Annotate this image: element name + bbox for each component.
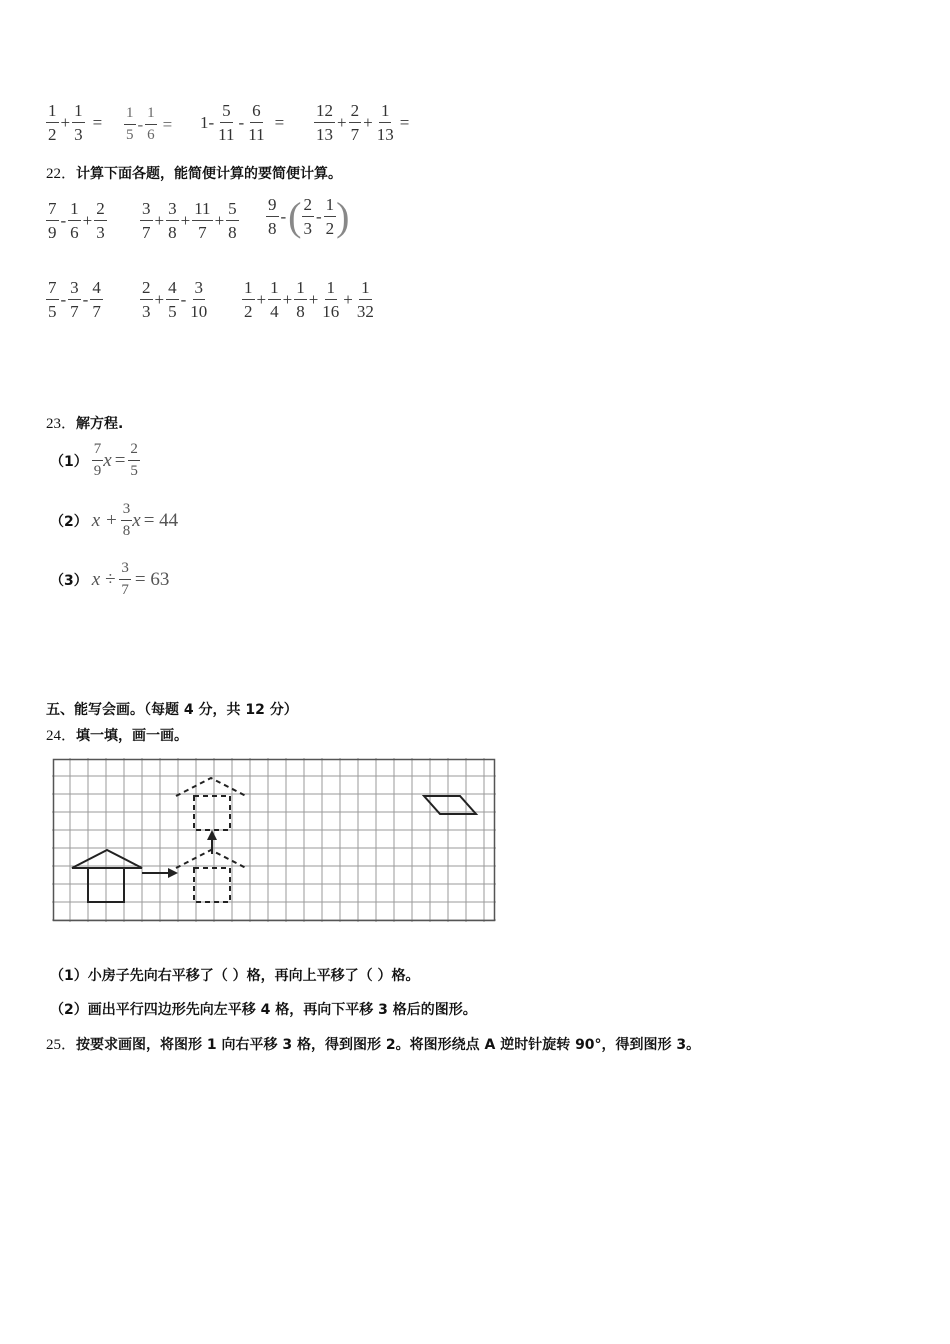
fraction: $\frac{1}{6}$: [147, 105, 155, 143]
fraction: $\frac{12}{13}$: [316, 101, 333, 144]
q24-subquestion-1: （1）小房子先向右平移了（ ）格，再向上平移了（ ）格。: [50, 968, 420, 984]
grid-border: [54, 760, 495, 921]
house-translated-up: [176, 778, 246, 830]
question-23-title: 23．解方程.: [46, 416, 124, 432]
q22-expression-1: $\frac{7}{9}$ - $\frac{1}{6}$ + $\frac{2}{3}$: [48, 199, 105, 242]
question-24-title: 24．填一填，画一画。: [46, 728, 189, 744]
top-expression-1: $\frac{1}{2}$ + $\frac{1}{3}$ =: [48, 101, 103, 144]
question-25: 25．按要求画图，将图形 1 向右平移 3 格，得到图形 2。将图形绕点 A 逆时针旋转 90°，得到图形 3。: [46, 1037, 701, 1053]
section-5-title: 五、能写会画。（每题 4 分，共 12 分）: [46, 702, 298, 718]
equation-2: （2） x + $\frac{3}{8}$ x = 44: [50, 501, 179, 539]
q22-expression-5: $\frac{2}{3}$ + $\frac{4}{5}$ - $\frac{3}{10}$: [142, 278, 208, 321]
q22-expression-4: $\frac{7}{5}$ - $\frac{3}{7}$ - $\frac{4}{7}$: [48, 278, 101, 321]
q22-expression-6: $\frac{1}{2}$ + $\frac{1}{4}$ + $\frac{1}{8}$ + $\frac{1}{16}$ + $\frac{1}{32}$: [244, 278, 374, 321]
house-original: [72, 850, 142, 902]
grid-lines: [52, 758, 496, 922]
question-22-title: 22．计算下面各题，能简便计算的要简便计算。: [46, 166, 343, 182]
fraction: $\frac{1}{5}$: [126, 105, 134, 143]
equation-3: （3） x ÷ $\frac{3}{7}$ = 63: [50, 560, 170, 598]
fraction: $\frac{5}{11}$: [218, 101, 235, 144]
equation-1: （1） $\frac{7}{9}$ x = $\frac{2}{5}$: [50, 441, 138, 479]
fraction: $\frac{1}{13}$: [376, 101, 394, 144]
q22-expression-3: $\frac{9}{8}$ - ( $\frac{2}{3}$ - $\frac{1}{2}$ ): [268, 193, 350, 239]
translation-grid-figure: [52, 758, 496, 922]
parallelogram-shape: [424, 796, 476, 814]
fraction: $\frac{1}{2}$: [48, 101, 57, 144]
q24-subquestion-2: （2）画出平行四边形先向左平移 4 格，再向下平移 3 格后的图形。: [50, 1002, 477, 1018]
fraction: $\frac{6}{11}$: [248, 101, 265, 144]
top-expression-2: $\frac{1}{5}$ - $\frac{1}{6}$ =: [126, 105, 173, 143]
fraction: $\frac{1}{3}$: [74, 101, 83, 144]
fraction: $\frac{2}{7}$: [350, 101, 360, 144]
top-expression-3: 1- $\frac{5}{11}$ - $\frac{6}{11}$ =: [200, 101, 285, 144]
house-translated-right: [176, 850, 246, 902]
q22-expression-2: $\frac{3}{7}$ + $\frac{3}{8}$ + $\frac{11}{7}$ + $\frac{5}{8}$: [142, 199, 237, 242]
top-expression-4: $\frac{12}{13}$ + $\frac{2}{7}$ + $\frac{1}{13}$ =: [316, 101, 410, 144]
